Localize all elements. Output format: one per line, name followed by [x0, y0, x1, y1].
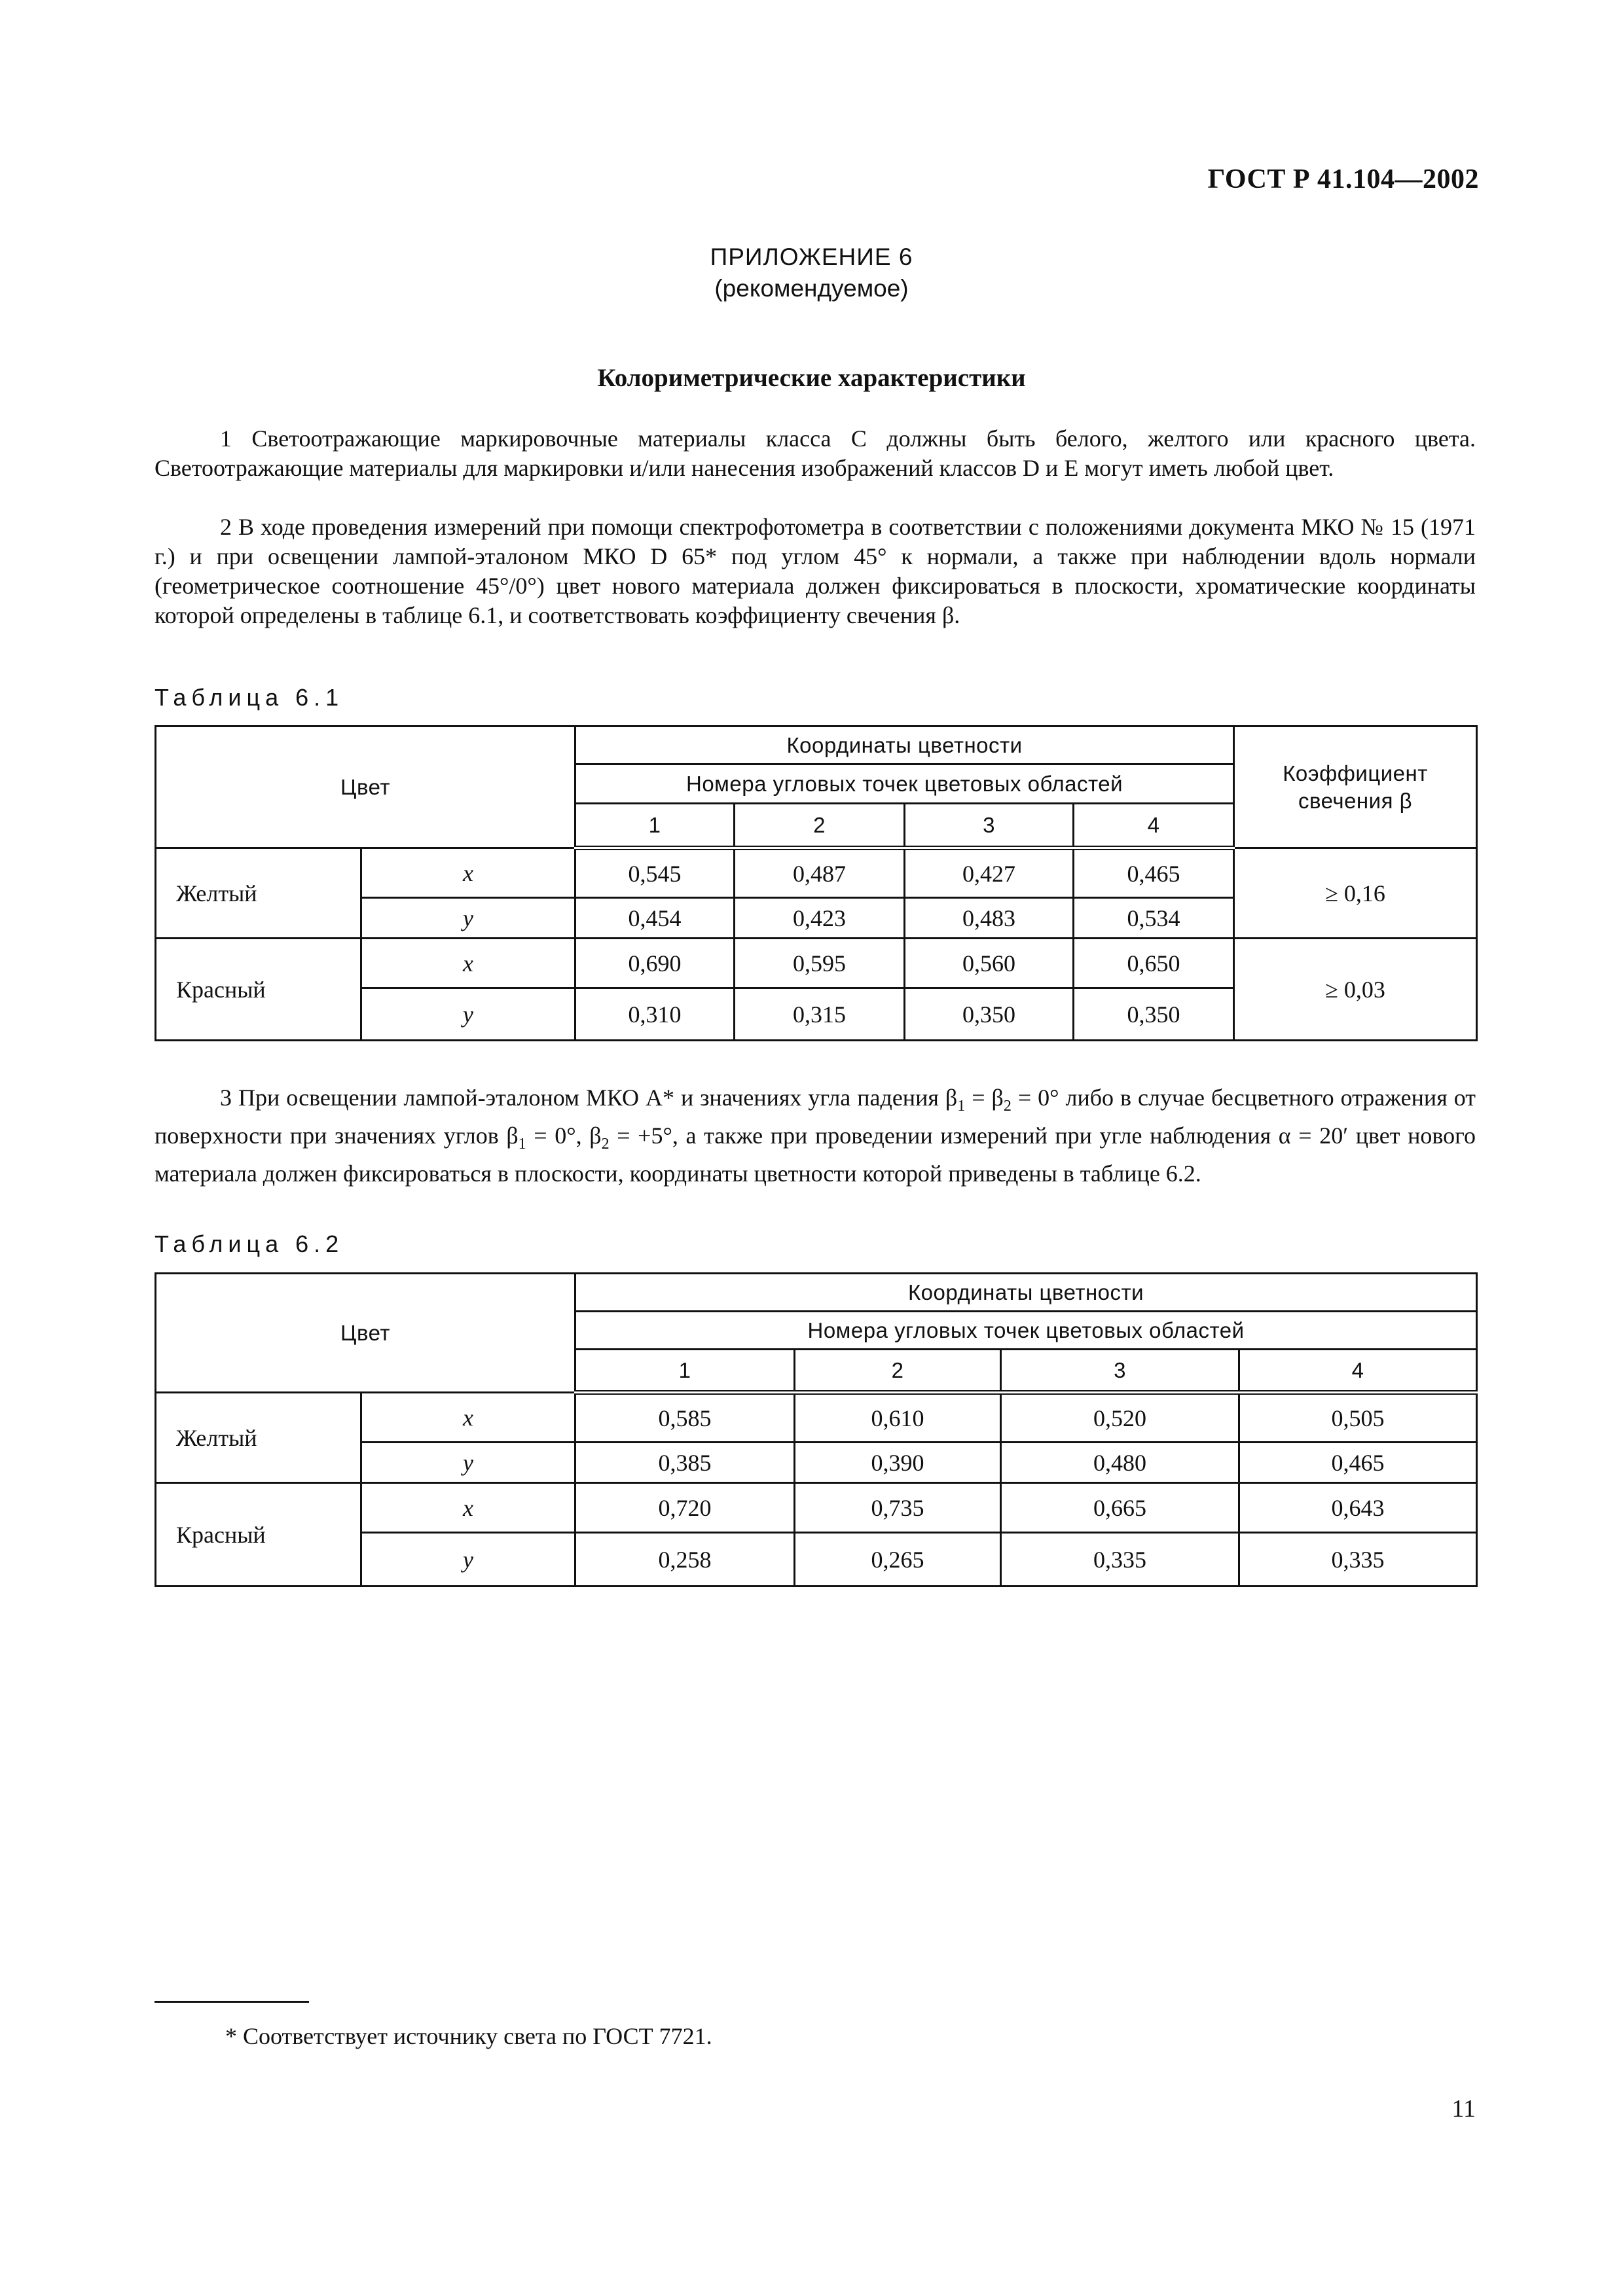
table-cell: 0,545: [575, 848, 735, 898]
row-color-yellow: Желтый: [156, 1393, 361, 1483]
table-6-2: [155, 1272, 1478, 1587]
table-cell: 0,505: [1239, 1393, 1477, 1443]
table-cell: 0,310: [575, 988, 735, 1041]
axis-y-label: y: [361, 988, 575, 1041]
coef-yellow: ≥ 0,16: [1234, 848, 1477, 939]
footnote: * Соответствует источнику света по ГОСТ 7721.: [225, 2023, 712, 2049]
table-cell: 0,258: [575, 1533, 795, 1587]
table-cell: 0,480: [1001, 1443, 1239, 1483]
coords-header: Координаты цветности: [575, 1274, 1477, 1312]
coords-header: Координаты цветности: [575, 726, 1234, 764]
table-2-caption: Таблица 6.2: [155, 1230, 344, 1257]
axis-x-label: x: [361, 1393, 575, 1443]
row-color-red: Красный: [156, 939, 361, 1041]
color-header: Цвет: [156, 726, 575, 848]
table-cell: 0,465: [1074, 848, 1234, 898]
table-cell: 0,427: [905, 848, 1074, 898]
row-color-red: Красный: [156, 1483, 361, 1587]
coef-header: Коэффициент свечения β: [1234, 726, 1477, 848]
table-cell: 0,610: [795, 1393, 1001, 1443]
table-1-caption: Таблица 6.1: [155, 684, 344, 711]
point-number: 1: [575, 804, 735, 848]
table-cell: 0,665: [1001, 1483, 1239, 1533]
point-number: 1: [575, 1350, 795, 1393]
point-number: 4: [1239, 1350, 1477, 1393]
table-cell: 0,335: [1001, 1533, 1239, 1587]
table-cell: 0,534: [1074, 898, 1234, 939]
table-cell: 0,265: [795, 1533, 1001, 1587]
point-number: 2: [735, 804, 905, 848]
table-cell: 0,350: [905, 988, 1074, 1041]
table-cell: 0,465: [1239, 1443, 1477, 1483]
table-cell: 0,735: [795, 1483, 1001, 1533]
table-cell: 0,643: [1239, 1483, 1477, 1533]
point-number: 2: [795, 1350, 1001, 1393]
table-cell: 0,454: [575, 898, 735, 939]
paragraph-2: 2 В ходе проведения измерений при помощи спектрофотометра в соответствии с положениями документа МКО № 15 (1971 г.) и при освещении лампой-эталоном МКО D 65* под углом 45° к нормали, а также при наблюдении вдоль нормали (геометрическое соотношение 45°/0°) цвет нового материала должен фиксироваться в плоскости, хроматические координаты которой определены в таблице 6.1, и соответствовать коэффициенту свечения β.: [155, 514, 1476, 628]
axis-y-label: y: [361, 1533, 575, 1587]
coef-red: ≥ 0,03: [1234, 939, 1477, 1041]
table-cell: 0,385: [575, 1443, 795, 1483]
axis-y-label: y: [361, 1443, 575, 1483]
point-number: 3: [905, 804, 1074, 848]
appendix-title: ПРИЛОЖЕНИЕ 6: [710, 243, 913, 270]
table-cell: 0,335: [1239, 1533, 1477, 1587]
points-header: Номера угловых точек цветовых областей: [575, 1312, 1477, 1350]
paragraph-1: 1 Светоотражающие маркировочные материалы класса С должны быть белого, желтого или красного цвета. Светоотражающие материалы для маркировки и/или нанесения изображений классов D и Е могут иметь любой цвет.: [155, 425, 1476, 481]
table-cell: 0,350: [1074, 988, 1234, 1041]
points-header: Номера угловых точек цветовых областей: [575, 764, 1234, 804]
table-cell: 0,487: [735, 848, 905, 898]
point-number: 4: [1074, 804, 1234, 848]
table-cell: 0,650: [1074, 939, 1234, 988]
table-cell: 0,585: [575, 1393, 795, 1443]
table-cell: 0,390: [795, 1443, 1001, 1483]
table-cell: 0,595: [735, 939, 905, 988]
paragraph-3: 3 При освещении лампой-эталоном МКО А* и значениях угла падения $\beta_1 = \beta_2 = 0^\circ$ либо в случае бесцветного отражения от поверхности при значениях углов $\beta_1 = 0^\circ$, $\beta_2 = +5^\circ$, а также при проведении измерений при угле наблюдения α = 20′ цвет нового материала должен фиксироваться в плоскости, координаты цветности которой приведены в таблице 6.2.: [155, 1085, 1476, 1187]
color-header: Цвет: [156, 1274, 575, 1393]
document-code: ГОСТ Р 41.104—2002: [1207, 164, 1479, 194]
table-cell: 0,423: [735, 898, 905, 939]
point-number: 3: [1001, 1350, 1239, 1393]
table-cell: 0,690: [575, 939, 735, 988]
table-cell: 0,560: [905, 939, 1074, 988]
row-color-yellow: Желтый: [156, 848, 361, 939]
table-cell: 0,720: [575, 1483, 795, 1533]
table-cell: 0,315: [735, 988, 905, 1041]
axis-y-label: y: [361, 898, 575, 939]
axis-x-label: x: [361, 1483, 575, 1533]
table-6-1: [155, 725, 1478, 1041]
table-cell: 0,520: [1001, 1393, 1239, 1443]
section-title: Колориметрические характеристики: [597, 364, 1026, 392]
axis-x-label: x: [361, 848, 575, 898]
page-number: 11: [1451, 2095, 1476, 2123]
appendix-subtitle: (рекомендуемое): [714, 275, 909, 302]
footnote-rule: [155, 2001, 309, 2003]
axis-x-label: x: [361, 939, 575, 988]
table-cell: 0,483: [905, 898, 1074, 939]
